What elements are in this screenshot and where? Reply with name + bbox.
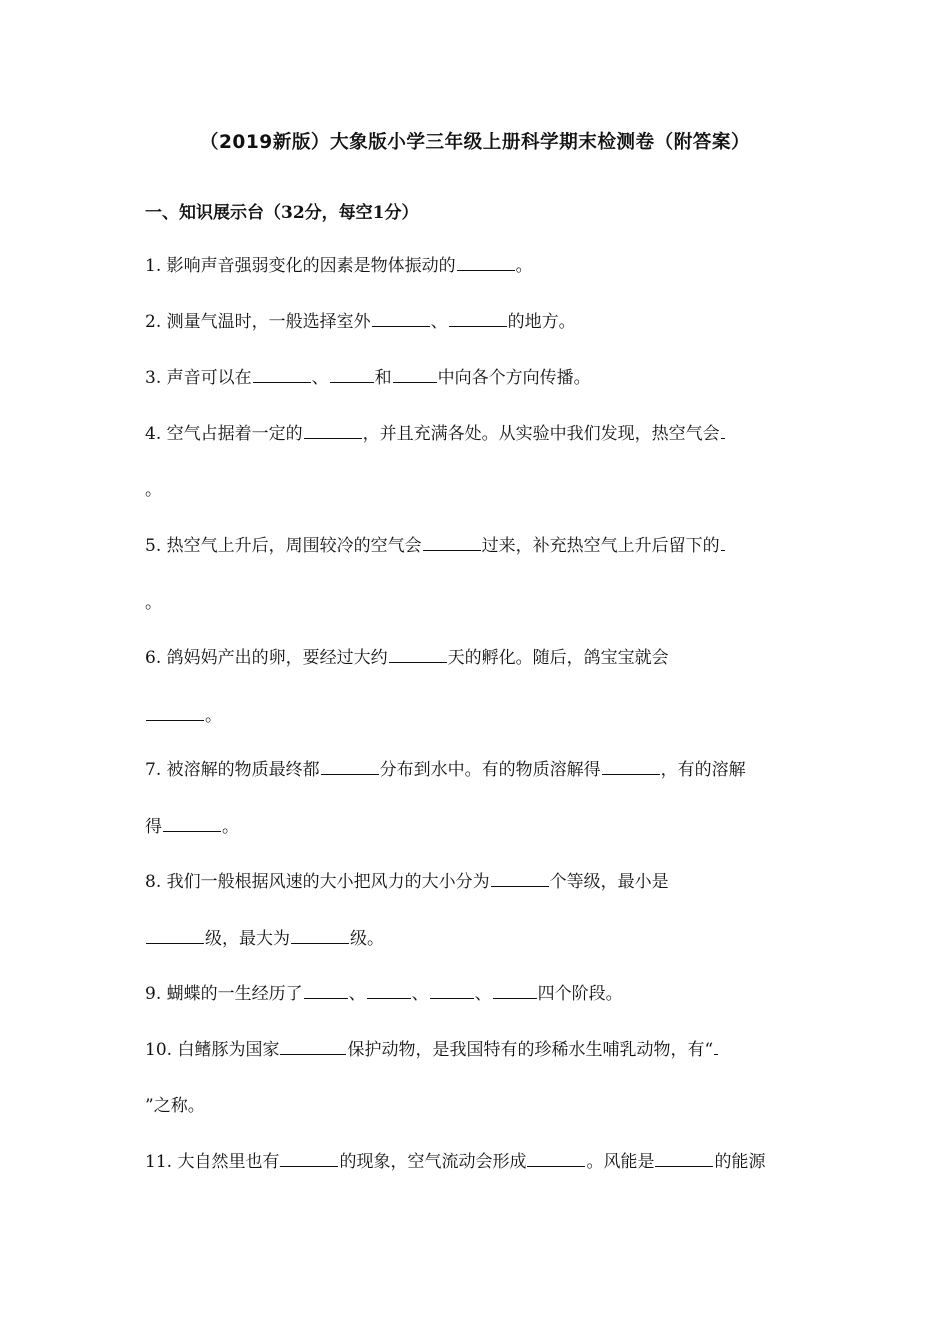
answer-blank xyxy=(330,365,374,383)
answer-blank xyxy=(602,757,660,775)
document-title: （2019新版）大象版小学三年级上册科学期末检测卷（附答案） xyxy=(199,132,751,153)
question-text: 个等级，最小是 xyxy=(549,872,669,892)
question-text: 6. 鸽妈妈产出的卵，要经过大约 xyxy=(145,648,388,668)
answer-blank xyxy=(721,421,725,439)
question-4 xyxy=(145,421,726,446)
question-text: 级。 xyxy=(350,929,384,949)
question-text: 。 xyxy=(222,817,239,837)
question-text: 。 xyxy=(145,480,162,500)
question-7 xyxy=(145,757,746,782)
answer-blank xyxy=(280,1149,338,1167)
answer-blank xyxy=(457,253,515,271)
question-text: 11. 大自然里也有 xyxy=(145,1152,280,1172)
question-text: ”之称。 xyxy=(145,1096,205,1116)
question-text: 9. 蝴蝶的一生经历了 xyxy=(145,984,303,1004)
question-text: 、 xyxy=(411,984,429,1004)
answer-blank xyxy=(372,309,430,327)
question-text: 级，最大为 xyxy=(205,929,290,949)
question-7-continued xyxy=(145,814,239,839)
question-text: 过来，补充热空气上升后留下的 xyxy=(481,536,720,556)
answer-blank xyxy=(291,926,349,944)
question-text: 的地方。 xyxy=(507,312,576,332)
answer-blank xyxy=(163,814,221,832)
question-8 xyxy=(145,869,669,894)
question-text: 5. 热空气上升后，周围较冷的空气会 xyxy=(145,536,422,556)
question-2 xyxy=(145,309,576,334)
answer-blank xyxy=(527,1149,585,1167)
question-text: 7. 被溶解的物质最终都 xyxy=(145,760,320,780)
answer-blank xyxy=(253,365,311,383)
question-text: 和 xyxy=(374,368,392,388)
question-text: 。 xyxy=(205,706,222,726)
answer-blank xyxy=(321,757,379,775)
question-text: 天的孵化。随后，鸽宝宝就会 xyxy=(447,648,669,668)
answer-blank xyxy=(423,533,481,551)
answer-blank xyxy=(721,533,725,551)
section-heading: 一、知识展示台（32分，每空1分） xyxy=(145,203,419,223)
question-text: 的现象，空气流动会形成 xyxy=(339,1152,527,1172)
question-text: 1. 影响声音强弱变化的因素是物体振动的 xyxy=(145,256,456,276)
answer-blank xyxy=(367,981,411,999)
question-11 xyxy=(145,1149,765,1174)
question-text: 3. 声音可以在 xyxy=(145,368,252,388)
question-4-continued xyxy=(145,478,162,502)
question-text: 2. 测量气温时，一般选择室外 xyxy=(145,312,371,332)
answer-blank xyxy=(493,981,537,999)
question-text: 、 xyxy=(430,312,448,332)
question-5-continued xyxy=(145,591,162,615)
question-text: ，有的溶解 xyxy=(660,760,746,780)
question-text: 分布到水中。有的物质溶解得 xyxy=(379,760,601,780)
question-10-continued xyxy=(145,1094,205,1118)
question-text: 10. 白鳍豚为国家 xyxy=(145,1040,280,1060)
question-text: 、 xyxy=(348,984,366,1004)
question-text: 的能源 xyxy=(714,1152,766,1172)
question-text: 保护动物，是我国特有的珍稀水生哺乳动物，有“ xyxy=(347,1040,714,1060)
question-text: 中向各个方向传播。 xyxy=(437,368,591,388)
question-5 xyxy=(145,533,726,558)
question-9 xyxy=(145,981,623,1006)
question-10 xyxy=(145,1037,719,1062)
question-text: 。 xyxy=(145,593,162,613)
answer-blank xyxy=(146,926,204,944)
answer-blank xyxy=(304,421,362,439)
question-3 xyxy=(145,365,591,390)
question-text: 。风能是 xyxy=(586,1152,655,1172)
question-text: 得 xyxy=(145,817,162,837)
question-1 xyxy=(145,253,533,278)
answer-blank xyxy=(393,365,437,383)
answer-blank xyxy=(430,981,474,999)
answer-blank xyxy=(491,869,549,887)
answer-blank xyxy=(304,981,348,999)
question-6-continued xyxy=(145,703,222,728)
answer-blank xyxy=(146,703,204,721)
question-text: 。 xyxy=(515,256,533,276)
question-text: 8. 我们一般根据风速的大小把风力的大小分为 xyxy=(145,872,490,892)
answer-blank xyxy=(280,1037,346,1055)
question-8-continued xyxy=(145,926,384,951)
answer-blank xyxy=(449,309,507,327)
question-text: 、 xyxy=(311,368,329,388)
question-text: ，并且充满各处。从实验中我们发现，热空气会 xyxy=(362,424,720,444)
answer-blank xyxy=(714,1037,718,1055)
answer-blank xyxy=(655,1149,713,1167)
question-text: 4. 空气占据着一定的 xyxy=(145,424,303,444)
question-text: 、 xyxy=(474,984,492,1004)
question-6 xyxy=(145,645,669,670)
question-text: 四个阶段。 xyxy=(537,984,623,1004)
answer-blank xyxy=(389,645,447,663)
